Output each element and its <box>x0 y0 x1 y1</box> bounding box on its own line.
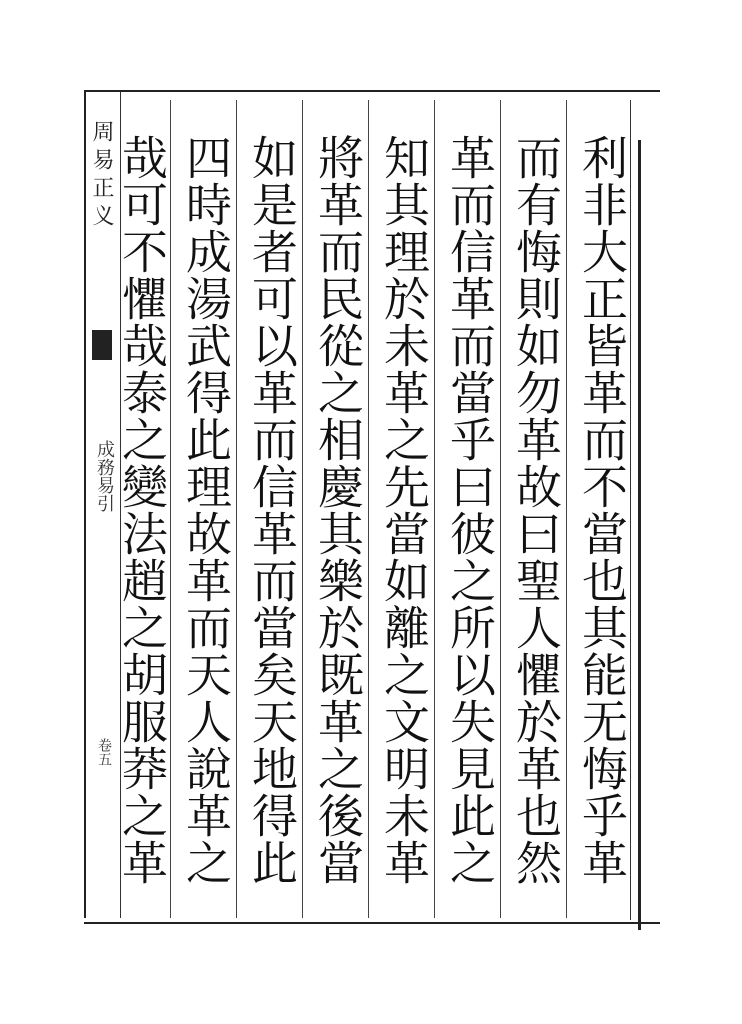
column-divider <box>170 100 171 918</box>
text-column-4: 知其理於未革之先當如離之文明未革 <box>377 134 431 886</box>
text-column-8: 哉可不懼哉泰之變法趙之胡服莽之革 <box>115 134 169 886</box>
text-column-7: 四時成湯武得此理故革而天人說革之 <box>179 134 233 886</box>
frame-inner-rule <box>630 100 631 920</box>
frame-right-border <box>638 140 641 930</box>
text-column-5: 將革而民從之相慶其樂於既革之後當 <box>311 134 365 886</box>
column-divider <box>566 100 567 918</box>
column-divider <box>236 100 237 918</box>
spine-subtitle: 成務易引 <box>94 440 115 512</box>
spine-page-number: 卷五 <box>96 738 112 766</box>
text-column-1: 利非大正皆革而不當也其能无悔乎革 <box>575 134 629 886</box>
text-column-2: 而有悔則如勿革故曰聖人懼於革也然 <box>509 134 563 886</box>
column-divider <box>500 100 501 918</box>
text-column-6: 如是者可以革而信革而當矣天地得此 <box>245 134 299 886</box>
column-divider <box>434 100 435 918</box>
text-column-3: 革而信革而當乎曰彼之所以失見此之 <box>443 134 497 886</box>
column-divider <box>368 100 369 918</box>
spine-title: 周易正义 <box>89 120 114 232</box>
column-divider <box>302 100 303 918</box>
spine-fishtail-mark <box>92 330 112 360</box>
